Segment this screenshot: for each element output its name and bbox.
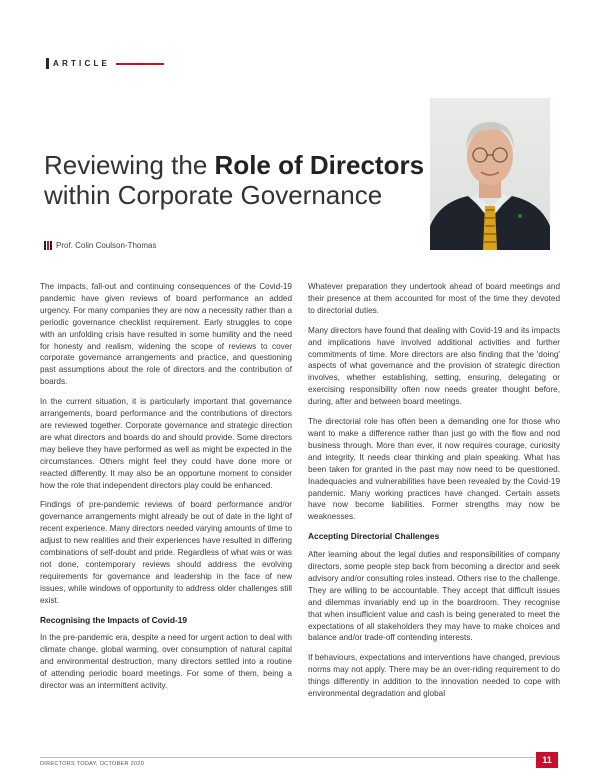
paragraph: If behaviours, expectations and interventions have changed, previous norms may not apply. There may be an over-riding requirement to do things differently in addition to the innovation needed to cope with environmental degradation and global <box>308 653 560 699</box>
paragraph: The impacts, fall-out and continuing consequences of the Covid-19 pandemic have given reviews of board performance an added urgency. For many companies they are now a necessity rather than a periodic governance checklist requirement. Early struggles to cope with an unfolding crisis have resulted in some humility and the need for honesty and realism, widening the scope of reviews to cover corporate governance arrangements and practice, and questioning past assumptions about the role of directors and the contribution of boards. <box>40 282 292 387</box>
byline-marks <box>44 241 53 250</box>
section-label <box>46 58 164 69</box>
title-bold: Role of Directors <box>214 150 425 180</box>
paragraph: The directorial role has often been a demanding one for those who want to make a difference rather than just go with the flow and nod business through. More than ever, it now requires courage, curiosity and integrity. It needs clear thinking and plain speaking. What has been taken for granted in the past may now need to be questioned. Inadequacies and vulnerabilities have been revealed by the Covid-19 pandemic. Many working practices have changed. Certain assets have now become liabilities. Former strengths may now be weaknesses. <box>308 417 560 522</box>
author-portrait-illustration <box>430 98 550 250</box>
section-heading: Recognising the Impacts of Covid-19 <box>40 614 188 625</box>
author-name: Prof. Colin Coulson-Thomas <box>56 241 157 250</box>
section-bar <box>46 58 49 69</box>
title-line2: within Corporate Governance <box>44 180 383 210</box>
author-portrait <box>430 98 550 250</box>
footer-publication: DIRECTORS TODAY, OCTOBER 2020 <box>40 761 145 767</box>
section-accent-rule <box>116 63 164 65</box>
page-number: 11 <box>536 752 558 768</box>
paragraph: Many directors have found that dealing with Covid-19 and its impacts and implications have involved additional activities and further commitments of time. More directors are also finding that the 'doing' aspects of what governance and the provision of strategic direction involves, whether establishing, setting, ensuring, delegating or exercising responsibility often now needs greater thought before, during, after and between board meetings. <box>308 325 560 407</box>
footer-rule <box>40 757 535 758</box>
paragraph: After learning about the legal duties and responsibilities of company directors, some people step back from becoming a director and seek advisory and/or consulting roles instead. Others rise to the challenge. They are willing to be accountable. They accept that difficult issues and dilemmas invariably end up in the boardroom. They recognise that when insufficient value and cash is being generated to meet the expectations of all stakeholders they may have to make choices and balance and/or trade-off contending interests. <box>308 550 560 643</box>
title-part1: Reviewing the <box>44 150 215 180</box>
right-column <box>308 281 560 708</box>
article-title <box>44 150 444 210</box>
paragraph: Findings of pre-pandemic reviews of board performance and/or governance arrangements might already be out of date in the light of recent experience. Many directors needed varying amounts of time to adjust to new realities and their experiences have resulted in differing combinations of self-doubt and pride. Regardless of what was or was not done, contemporary reviews should address the evolving requirements for governance and leadership in the face of new issues, while windows of opportunity to address older challenges still exist. <box>40 500 292 605</box>
section-label-text: ARTICLE <box>53 59 111 68</box>
paragraph: In the current situation, it is particularly important that governance arrangements, board performance and the contributions of directors are reviewed together. Corporate governance and strategic direction are what directors and boards do and should provide. Some directors may believe they have performed as well as might be expected in the circumstances. Others might feel they could have done more or reacted differently. It may also be an opportune moment to consider how the role that independent directors play could be enhanced. <box>40 397 292 490</box>
paragraph: In the pre-pandemic era, despite a need for urgent action to deal with climate change, global warming, over consumption of natural capital and environmental destruction, many directors settled into a routine of attending periodic board meetings. For some of them, being a director was an intermittent activity. <box>40 633 292 691</box>
byline <box>44 241 156 250</box>
section-heading: Accepting Directorial Challenges <box>308 531 440 542</box>
paragraph: Whatever preparation they undertook ahead of board meetings and their presence at them accounted for most of the time they devoted to directorial duties. <box>308 282 560 315</box>
left-column <box>40 281 292 700</box>
